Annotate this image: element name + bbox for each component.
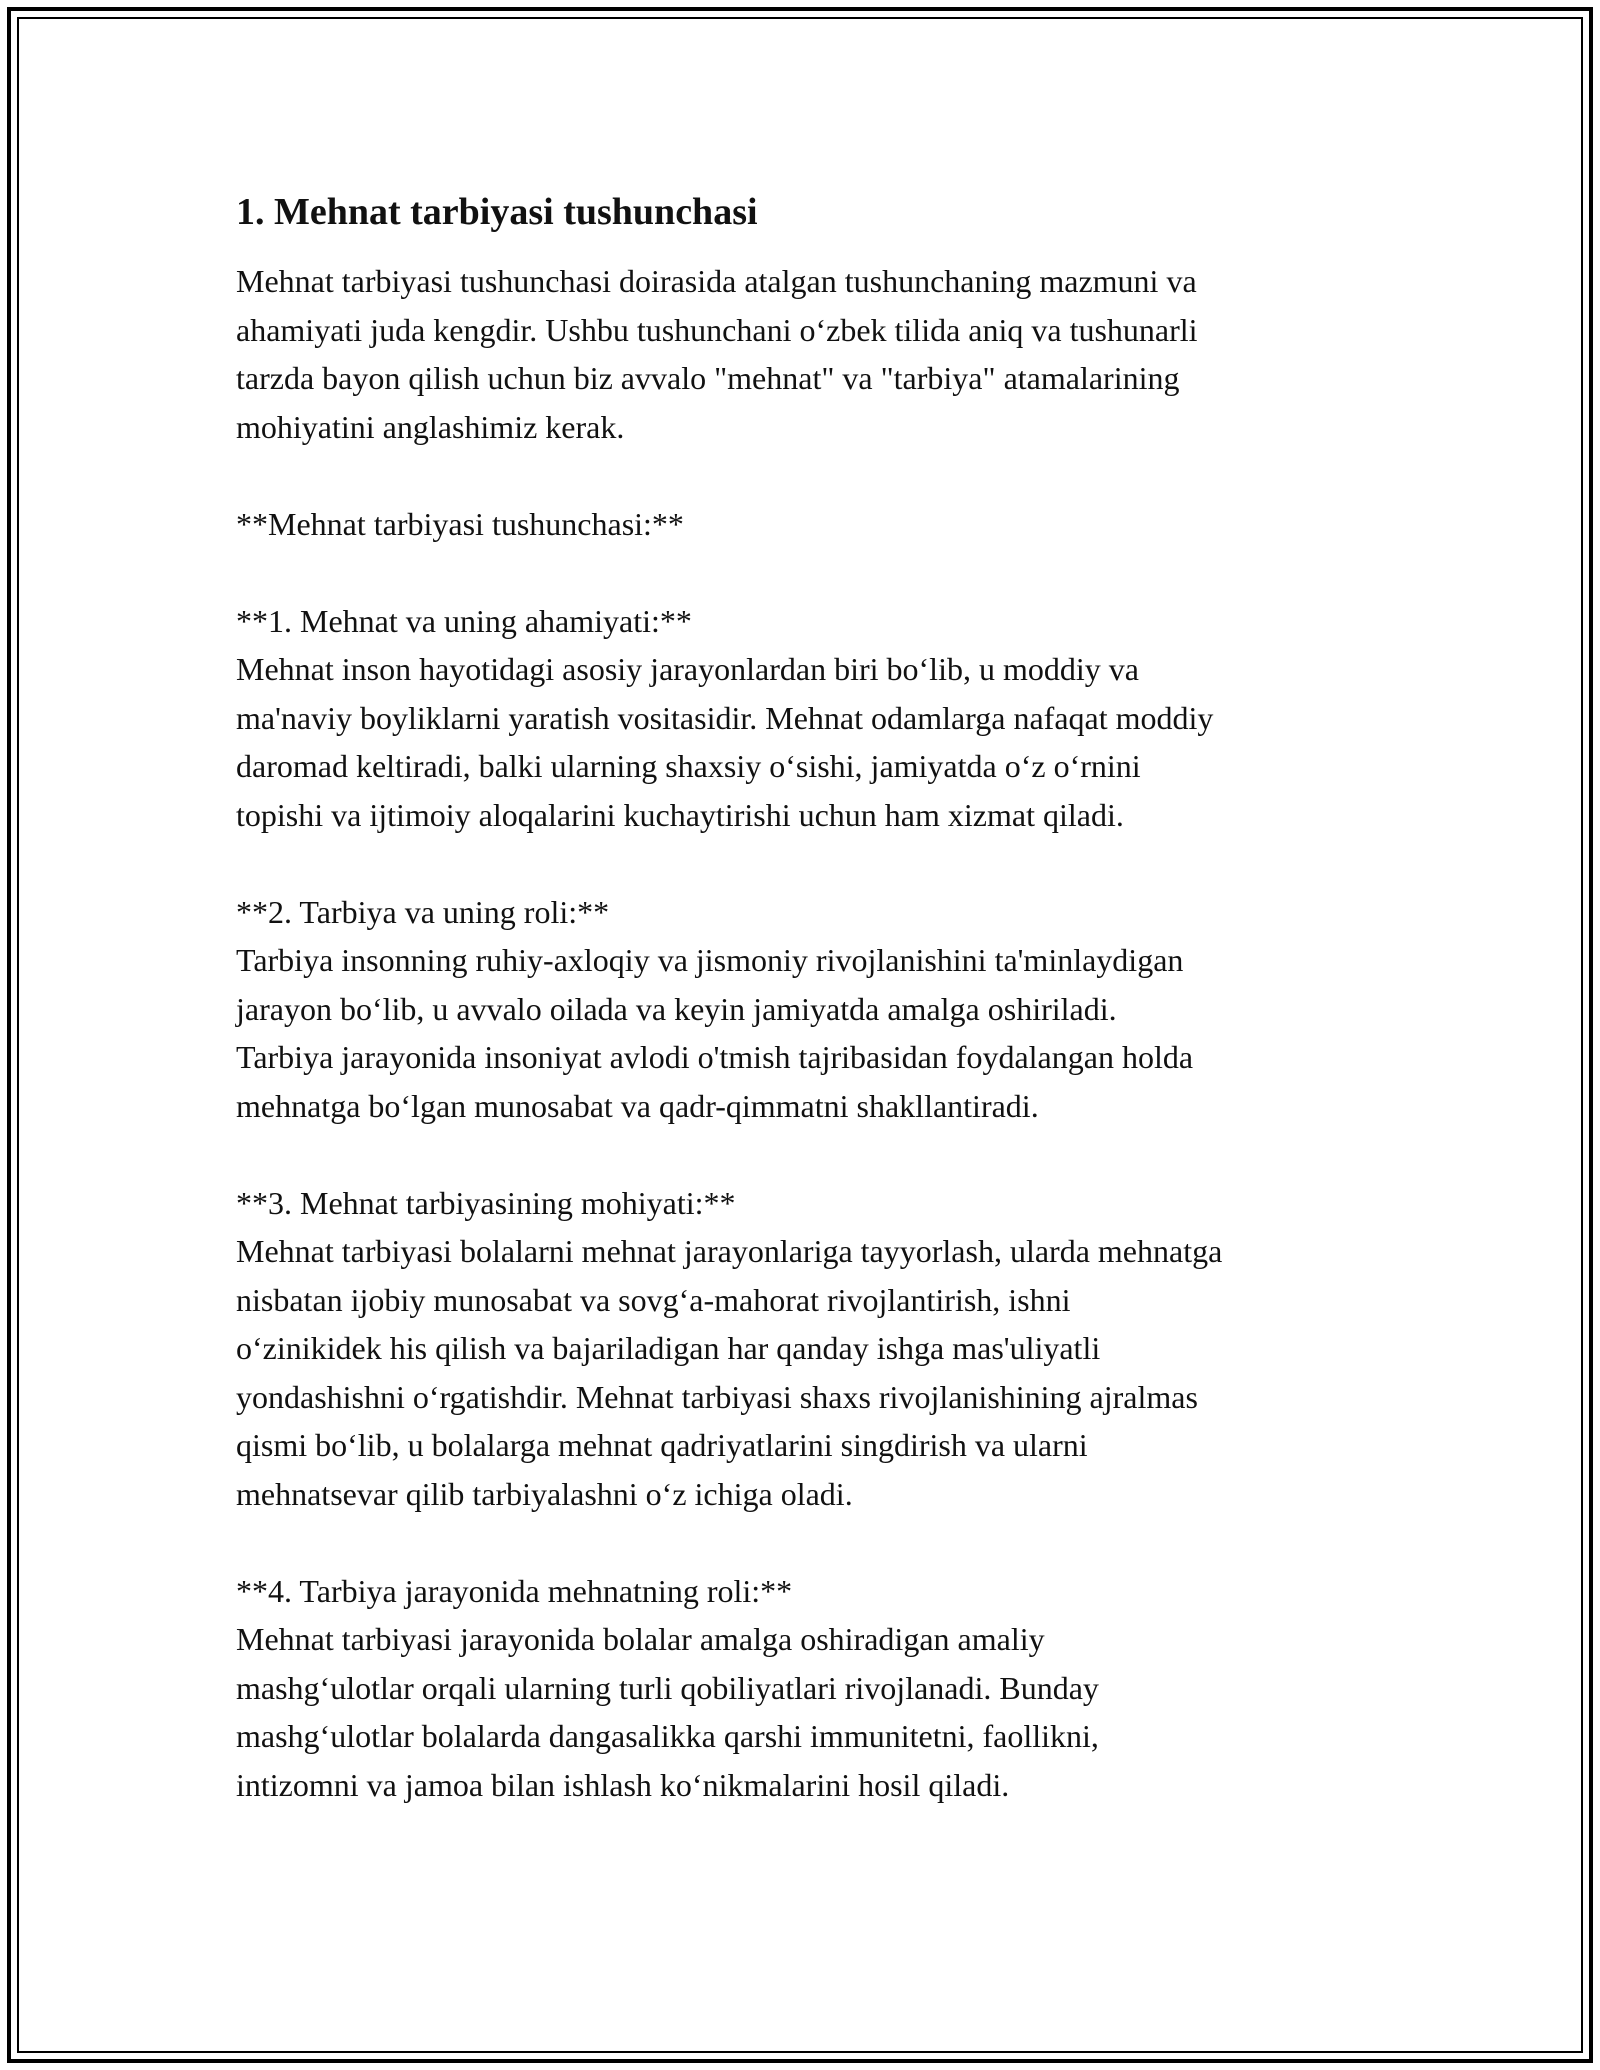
main-heading: **Mehnat tarbiyasi tushunchasi:** (236, 505, 684, 542)
intro-paragraph: Mehnat tarbiyasi tushunchasi doirasida atalgan tushunchaning mazmuni va ahamiyati juda kengdir. Ushbu tushunchani o‘zbek tilida aniq va tushunarli tarzda bayon qilish uchun biz avvalo "mehnat" va "tarbiya" atamalarining mohiyatini anglashimiz kerak. (236, 263, 1198, 445)
paragraph-gap (236, 1518, 1386, 1567)
paragraph-gap (236, 451, 1386, 500)
paragraph-gap (236, 548, 1386, 597)
section-heading-2: **2. Tarbiya va uning roli:** (236, 893, 610, 930)
section-heading-4: **4. Tarbiya jarayonida mehnatning roli:** (236, 1572, 793, 1609)
section-heading-3: **3. Mehnat tarbiyasining mohiyati:** (236, 1184, 736, 1221)
paragraph-gap (236, 839, 1386, 888)
document-title: 1. Mehnat tarbiyasi tushunchasi (236, 191, 758, 233)
section-body-4: Mehnat tarbiyasi jarayonida bolalar amalga oshiradigan amaliy mashg‘ulotlar orqali ularning turli qobiliyatlari rivojlanadi. Bunday mashg‘ulotlar bolalarda dangasalikka qarshi immunitetni, faollikni, intizomni va jamoa bilan ishlash ko‘nikmalarini hosil qiladi. (236, 1621, 1099, 1803)
document-body (236, 180, 1386, 1809)
paragraph-gap (236, 1130, 1386, 1179)
section-body-3: Mehnat tarbiyasi bolalarni mehnat jarayonlariga tayyorlash, ularda mehnatga nisbatan ijobiy munosabat va sovg‘a-mahorat rivojlantirish, ishni o‘zinikidek his qilish va bajariladigan har qanday ishga mas'uliyatli yondashishni o‘rgatishdir. Mehnat tarbiyasi shaxs rivojlanishining ajralmas qismi bo‘lib, u bolalarga mehnat qadriyatlarini singdirish va ularni mehnatsevar qilib tarbiyalashni o‘z ichiga oladi. (236, 1233, 1223, 1512)
section-body-2: Tarbiya insonning ruhiy-axloqiy va jismoniy rivojlanishini ta'minlaydigan jarayon bo‘lib, u avvalo oilada va keyin jamiyatda amalga oshiriladi. Tarbiya jarayonida insoniyat avlodi o'tmish tajribasidan foydalangan holda mehnatga bo‘lgan munosabat va qadr-qimmatni shakllantiradi. (236, 942, 1194, 1124)
section-body-1: Mehnat inson hayotidagi asosiy jarayonlardan biri bo‘lib, u moddiy va ma'naviy boyliklarni yaratish vositasidir. Mehnat odamlarga nafaqat moddiy daromad keltiradi, balki ularning shaxsiy o‘sishi, jamiyatda o‘z o‘rnini topishi va ijtimoiy aloqalarini kuchaytirishi uchun ham xizmat qiladi. (236, 651, 1214, 833)
section-heading-1: **1. Mehnat va uning ahamiyati:** (236, 602, 692, 639)
